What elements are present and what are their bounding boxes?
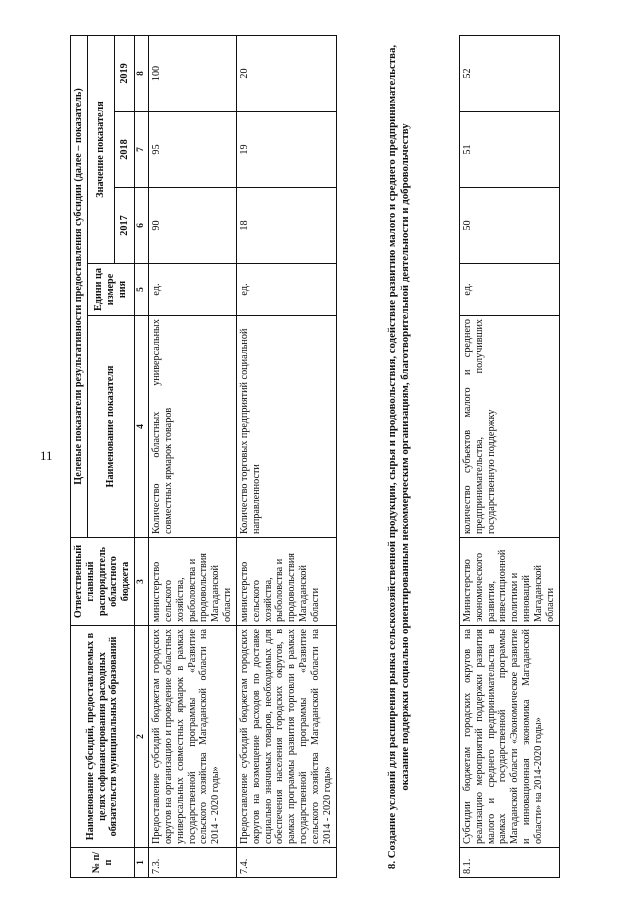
header-subsidy-name: Наименование субсидий, предоставляемых в целях софинансирования расходных обязательств муниципальных образований xyxy=(71,626,135,848)
header-unit: Едини ца измере ния xyxy=(87,264,134,316)
value-2019: 20 xyxy=(236,35,336,111)
row-number: 7.3. xyxy=(149,848,237,878)
value-2018: 19 xyxy=(236,112,336,188)
value-2018: 95 xyxy=(149,112,237,188)
row-number: 7.4. xyxy=(236,848,336,878)
column-number: 5 xyxy=(135,264,149,316)
row-number: 8.1. xyxy=(460,848,560,878)
indicator-name: количество субъектов малого и среднего предпринимательства, получивших государственную поддержку xyxy=(460,316,560,538)
header-year: 2017 xyxy=(114,188,134,264)
column-number: 2 xyxy=(135,626,149,848)
header-no: № п/п xyxy=(71,848,135,878)
subsidy-name: Субсидии бюджетам городских округов на реализацию мероприятий поддержки развития малого и среднего предпринимательства в рамках государственной программы Магаданской области «Экономическое развитие и инновационная экономика Магаданской области» на 2014-2020 годы» xyxy=(460,626,560,848)
section-8-heading: 8. Создание условий для расширения рынка сельскохозяйственной продукции, сырья и продовольствия, содействие развитию малого и среднего предпринимательства, оказание поддержки социально ориентированным некоммерческим организациям, благотворительной деятельности и добровольчеству xyxy=(386,44,411,870)
table-row xyxy=(460,36,560,878)
header-year: 2018 xyxy=(114,112,134,188)
column-number: 4 xyxy=(135,316,149,538)
indicator-name: Количество областных универсальных совместных ярмарок товаров xyxy=(149,316,237,538)
subsidy-name: Предоставление субсидий бюджетам городских округов на организацию и проведение областных универсальных совместных ярмарок в рамках государственной программы «Развитие сельского хозяйства Магаданской области на 2014 - 2020 годы» xyxy=(149,626,237,848)
header-indicator-values: Значение показателя xyxy=(87,35,114,263)
indicator-name: Количество торговых предприятий социальной направленности xyxy=(236,316,336,538)
value-2017: 50 xyxy=(460,188,560,264)
column-number: 1 xyxy=(135,848,149,878)
column-number: 3 xyxy=(135,538,149,626)
header-target-indicators: Целевые показатели результативности предоставления субсидии (далее – показатель) xyxy=(71,35,88,537)
unit: ед. xyxy=(236,264,336,316)
header-administrator: Ответственный главный распорядитель областного бюджета xyxy=(71,538,135,626)
value-2019: 100 xyxy=(149,35,237,111)
administrator: министерство сельского хозяйства, рыболовства и продовольствия Магаданской области xyxy=(149,538,237,626)
value-2017: 18 xyxy=(236,188,336,264)
subsidy-name: Предоставление субсидий бюджетам городских округов на возмещение расходов по доставке социально значимых товаров, необходимых для обеспечения населения городских округов, в рамках программы развития торговли в рамках государственной программы «Развитие сельского хозяйства Магаданской области на 2014 - 2020 годы» xyxy=(236,626,336,848)
column-number: 6 xyxy=(135,188,149,264)
column-number-row xyxy=(135,35,149,877)
unit: ед. xyxy=(149,264,237,316)
column-number: 8 xyxy=(135,35,149,111)
section-8-table xyxy=(459,35,560,878)
administrator: министерство сельского хозяйства, рыболовства и продовольствия Магаданской области xyxy=(236,538,336,626)
administrator: Министерство экономического развития, инвестиционной политики и инноваций Магаданской области xyxy=(460,538,560,626)
rotated-document-content xyxy=(70,36,572,878)
header-year: 2019 xyxy=(114,35,134,111)
table-row xyxy=(236,35,336,877)
unit: ед. xyxy=(460,264,560,316)
value-2019: 52 xyxy=(460,36,560,112)
page-number: 11 xyxy=(40,448,53,463)
column-number: 7 xyxy=(135,112,149,188)
subsidy-table xyxy=(70,35,337,878)
table-row xyxy=(149,35,237,877)
value-2017: 90 xyxy=(149,188,237,264)
value-2018: 51 xyxy=(460,112,560,188)
header-indicator-name: Наименование показателя xyxy=(87,316,134,538)
